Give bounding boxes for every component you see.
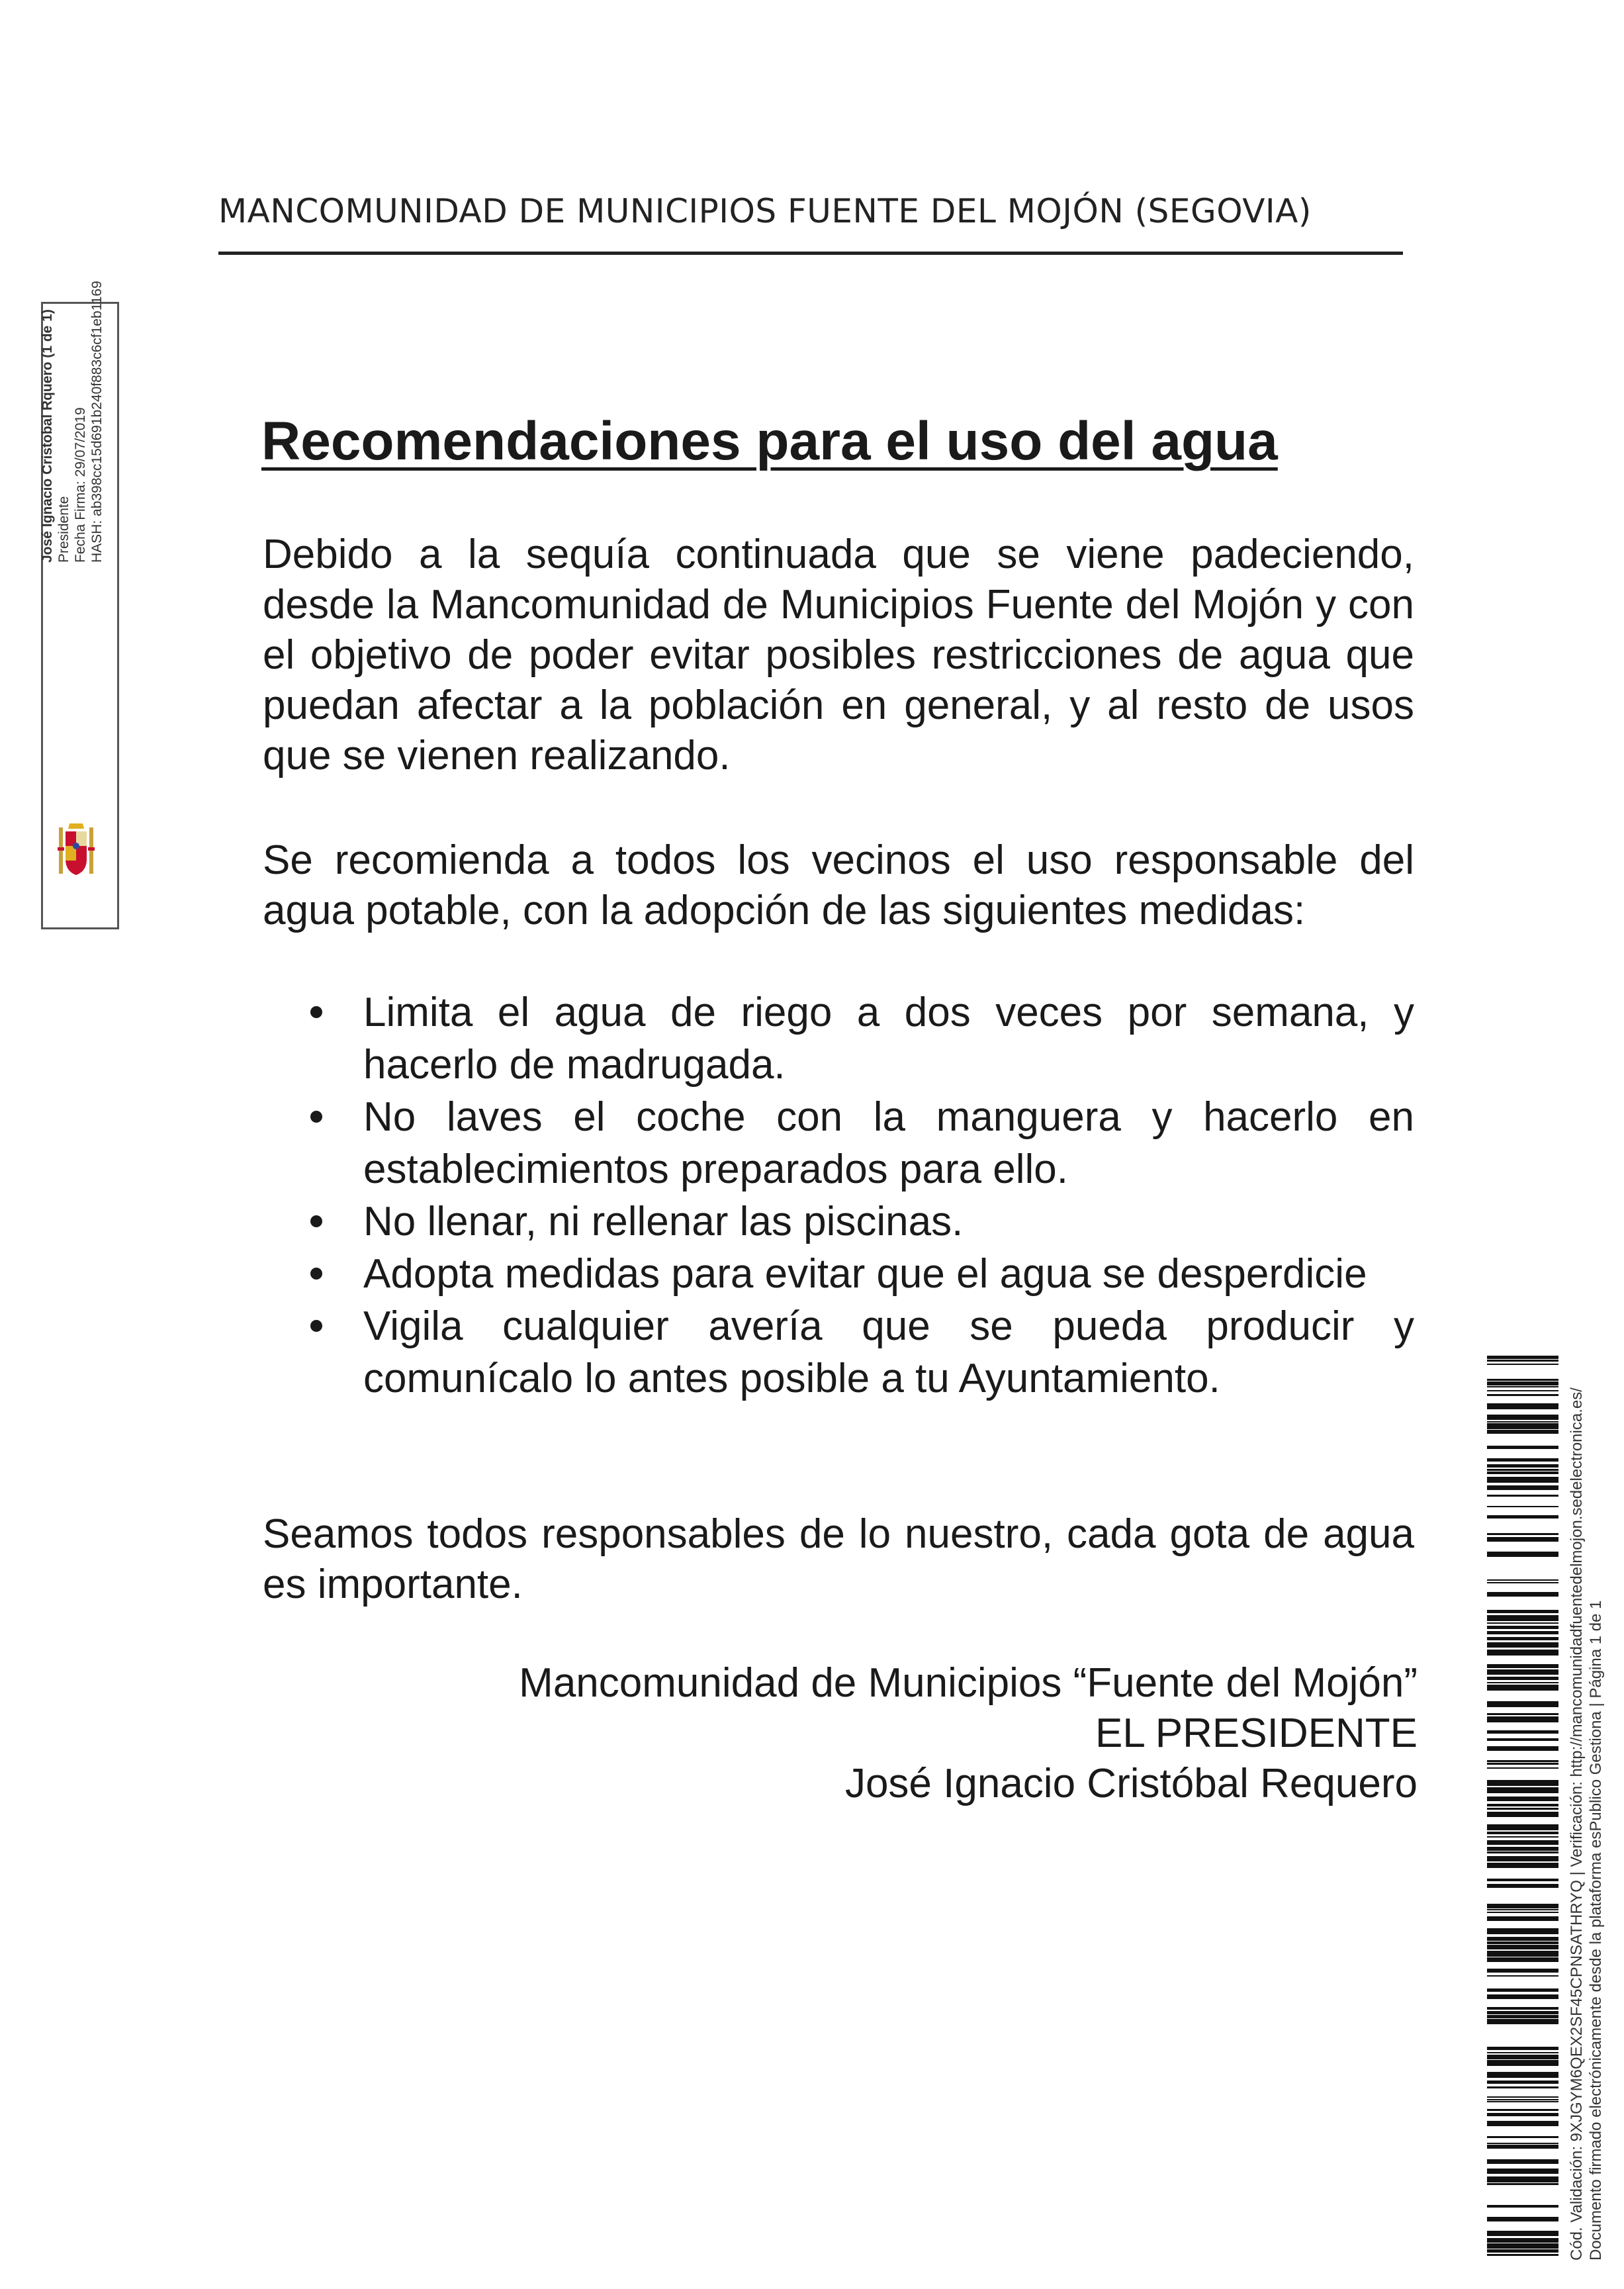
- signature-role: EL PRESIDENTE: [1095, 1710, 1418, 1756]
- list-item: [263, 1248, 1414, 1300]
- list-item: [263, 1195, 1414, 1248]
- bullet-icon: [310, 1320, 322, 1332]
- list-item: [263, 1300, 1414, 1405]
- barcode-icon: [1487, 1356, 1558, 2264]
- list-item: [263, 1091, 1414, 1195]
- bullet-icon: [310, 1215, 322, 1227]
- document-header: MANCOMUNIDAD DE MUNICIPIOS FUENTE DEL MOJÓN (SEGOVIA): [218, 192, 1312, 230]
- stamp-signer: José Ignacio Cristobal Rquero (1 de 1): [40, 309, 55, 563]
- measure-text: Limita el agua de riego a dos veces por semana, y hacerlo de madrugada.: [363, 990, 1414, 1088]
- document-title: Recomendaciones para el uso del agua: [261, 411, 1278, 471]
- bullet-icon: [310, 1006, 322, 1018]
- stamp-date: Fecha Firma: 29/07/2019: [73, 407, 88, 563]
- bullet-icon: [310, 1111, 322, 1123]
- measures-list: [263, 986, 1414, 1405]
- list-item: [263, 986, 1414, 1091]
- verification-platform: Documento firmado electrónicamente desde la plataforma esPublico Gestiona | Página 1 de 1: [1587, 1600, 1605, 2261]
- signature-organization: Mancomunidad de Municipios “Fuente del Mojón”: [519, 1660, 1418, 1706]
- header-divider: [218, 252, 1403, 255]
- paragraph-intro: Debido a la sequía continuada que se viene padeciendo, desde la Mancomunidad de Municipios Fuente del Mojón y con el objetivo de poder evitar posibles restricciones de agua que puedan afectar a la población en general, y al resto de usos que se vienen realizando.: [263, 532, 1414, 778]
- stamp-text: [39, 281, 105, 563]
- verification-text: [1567, 1387, 1605, 2261]
- measure-text: No laves el coche con la manguera y hacerlo en establecimientos preparados para ello.: [363, 1094, 1414, 1192]
- measure-text: Adopta medidas para evitar que el agua se desperdicie: [363, 1251, 1367, 1297]
- measure-text: Vigila cualquier avería que se pueda producir y comunícalo lo antes posible a tu Ayuntamiento.: [363, 1303, 1414, 1401]
- measure-text: No llenar, ni rellenar las piscinas.: [363, 1199, 964, 1244]
- stamp-position: Presidente: [56, 496, 71, 563]
- signature-block: [263, 1658, 1418, 1809]
- verification-code: Cód. Validación: 9XJGYM6QEX2SF45CPNSATHRYQ | Verificación: http://mancomunidadfuentedelmojon.sedelectronica.es/: [1568, 1387, 1586, 2261]
- paragraph-closing: Seamos todos responsables de lo nuestro, cada gota de agua es importante.: [263, 1511, 1414, 1607]
- coat-of-arms-icon: [56, 821, 96, 880]
- signature-name: José Ignacio Cristóbal Requero: [844, 1761, 1418, 1806]
- stamp-hash: HASH: ab398cc15d691b240f883c6cf1eb1169: [89, 281, 105, 563]
- paragraph-recommendation: Se recomienda a todos los vecinos el uso responsable del agua potable, con la adopción de las siguientes medidas:: [263, 837, 1414, 933]
- bullet-icon: [310, 1268, 322, 1280]
